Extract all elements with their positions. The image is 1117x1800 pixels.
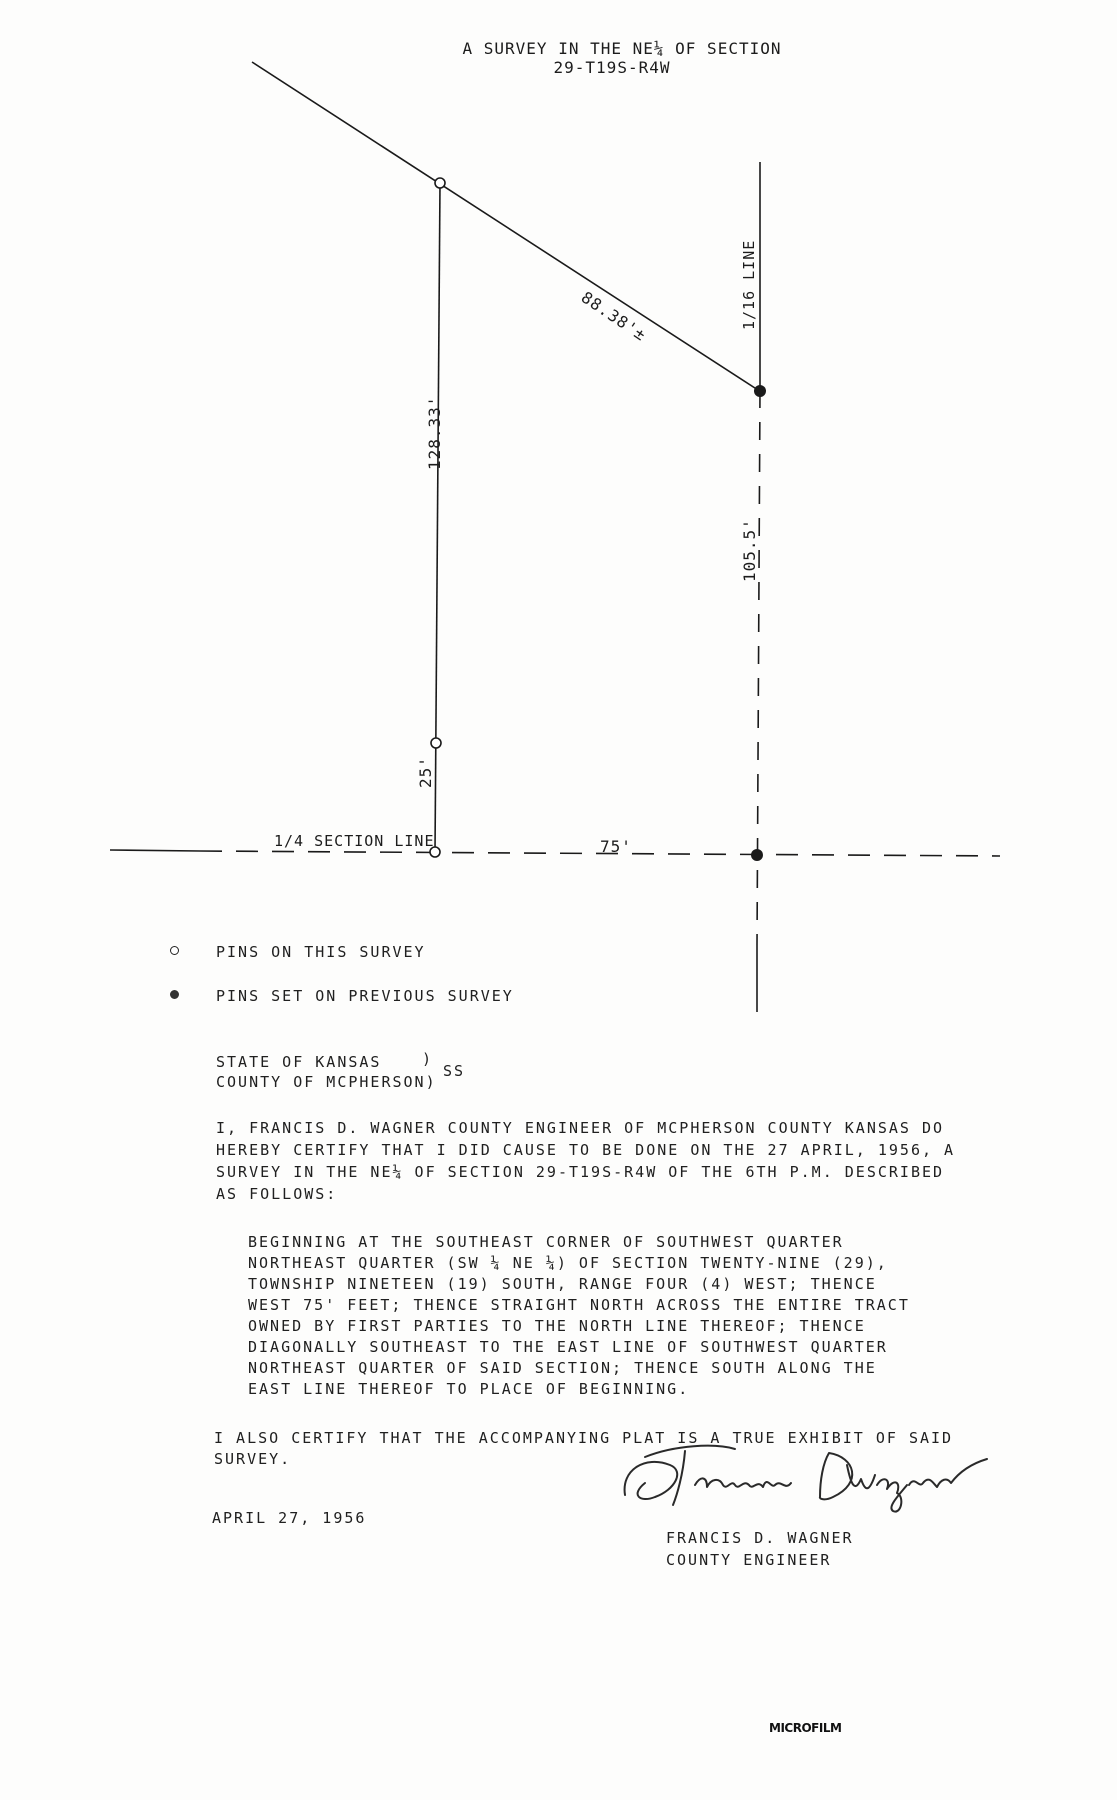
pin-filled-east xyxy=(754,385,766,397)
certification-line: SURVEY IN THE NE¼ OF SECTION 29-T19S-R4W OF THE 6TH P.M. DESCRIBED xyxy=(216,1163,945,1181)
venue-ss: SS xyxy=(443,1062,466,1080)
dim-south: 75' xyxy=(600,837,632,856)
pin-open-north xyxy=(435,178,445,188)
also-certify-line: SURVEY. xyxy=(214,1450,292,1468)
venue-county: COUNTY OF MCPHERSON) xyxy=(216,1073,437,1091)
pin-filled-southeast xyxy=(751,849,763,861)
description-line: TOWNSHIP NINETEEN (19) SOUTH, RANGE FOUR (4) WEST; THENCE xyxy=(248,1275,877,1293)
document-date: APRIL 27, 1956 xyxy=(212,1509,367,1527)
handwritten-signature xyxy=(615,1435,1005,1525)
legend-text: PINS ON THIS SURVEY xyxy=(216,943,426,961)
filled-circle-icon xyxy=(170,990,179,999)
description-line: OWNED BY FIRST PARTIES TO THE NORTH LINE THEREOF; THENCE xyxy=(248,1317,866,1335)
description-line: EAST LINE THEREOF TO PLACE OF BEGINNING. xyxy=(248,1380,690,1398)
description-line: DIAGONALLY SOUTHEAST TO THE EAST LINE OF SOUTHWEST QUARTER xyxy=(248,1338,888,1356)
dim-short: 25' xyxy=(416,756,435,788)
label-quarter-section-line: 1/4 SECTION LINE xyxy=(274,832,435,850)
legend-item-previous-survey xyxy=(170,986,514,1006)
venue-paren: ) xyxy=(422,1050,434,1068)
label-sixteenth-line: 1/16 LINE xyxy=(740,239,758,330)
description-line: WEST 75' FEET; THENCE STRAIGHT NORTH ACROSS THE ENTIRE TRACT xyxy=(248,1296,910,1314)
pin-open-mid xyxy=(431,738,441,748)
certification-line: I, FRANCIS D. WAGNER COUNTY ENGINEER OF MCPHERSON COUNTY KANSAS DO xyxy=(216,1119,945,1137)
certification-line: HEREBY CERTIFY THAT I DID CAUSE TO BE DONE ON THE 27 APRIL, 1956, A xyxy=(216,1141,956,1159)
dim-east: 105.5' xyxy=(740,518,759,582)
venue-state: STATE OF KANSAS xyxy=(216,1053,382,1071)
open-circle-icon xyxy=(170,946,179,955)
signer-name: FRANCIS D. WAGNER xyxy=(666,1529,854,1547)
description-line: NORTHEAST QUARTER (SW ¼ NE ¼) OF SECTION TWENTY-NINE (29), xyxy=(248,1254,888,1272)
dim-west: 128.33' xyxy=(425,395,444,470)
signer-title: COUNTY ENGINEER xyxy=(666,1551,832,1569)
microfilm-stamp: MICROFILM xyxy=(769,1721,842,1735)
legend-text: PINS SET ON PREVIOUS SURVEY xyxy=(216,987,514,1005)
plat-title-line2: 29-T19S-R4W xyxy=(553,58,671,77)
quarter-section-line-left xyxy=(110,850,200,851)
certification-line: AS FOLLOWS: xyxy=(216,1185,338,1203)
also-certify-line: I ALSO CERTIFY THAT THE ACCOMPANYING PLAT IS A TRUE EXHIBIT OF SAID xyxy=(214,1429,954,1447)
west-boundary-line xyxy=(435,183,440,852)
diagonal-boundary-line xyxy=(252,62,758,390)
dim-diagonal: 88.38'± xyxy=(577,287,651,345)
sixteenth-line-dashed xyxy=(757,390,760,945)
description-line: NORTHEAST QUARTER OF SAID SECTION; THENCE SOUTH ALONG THE xyxy=(248,1359,877,1377)
description-line: BEGINNING AT THE SOUTHEAST CORNER OF SOUTHWEST QUARTER xyxy=(248,1233,844,1251)
plat-title-line1: A SURVEY IN THE NE¼ OF SECTION xyxy=(462,39,782,58)
legend-item-this-survey xyxy=(170,942,426,962)
